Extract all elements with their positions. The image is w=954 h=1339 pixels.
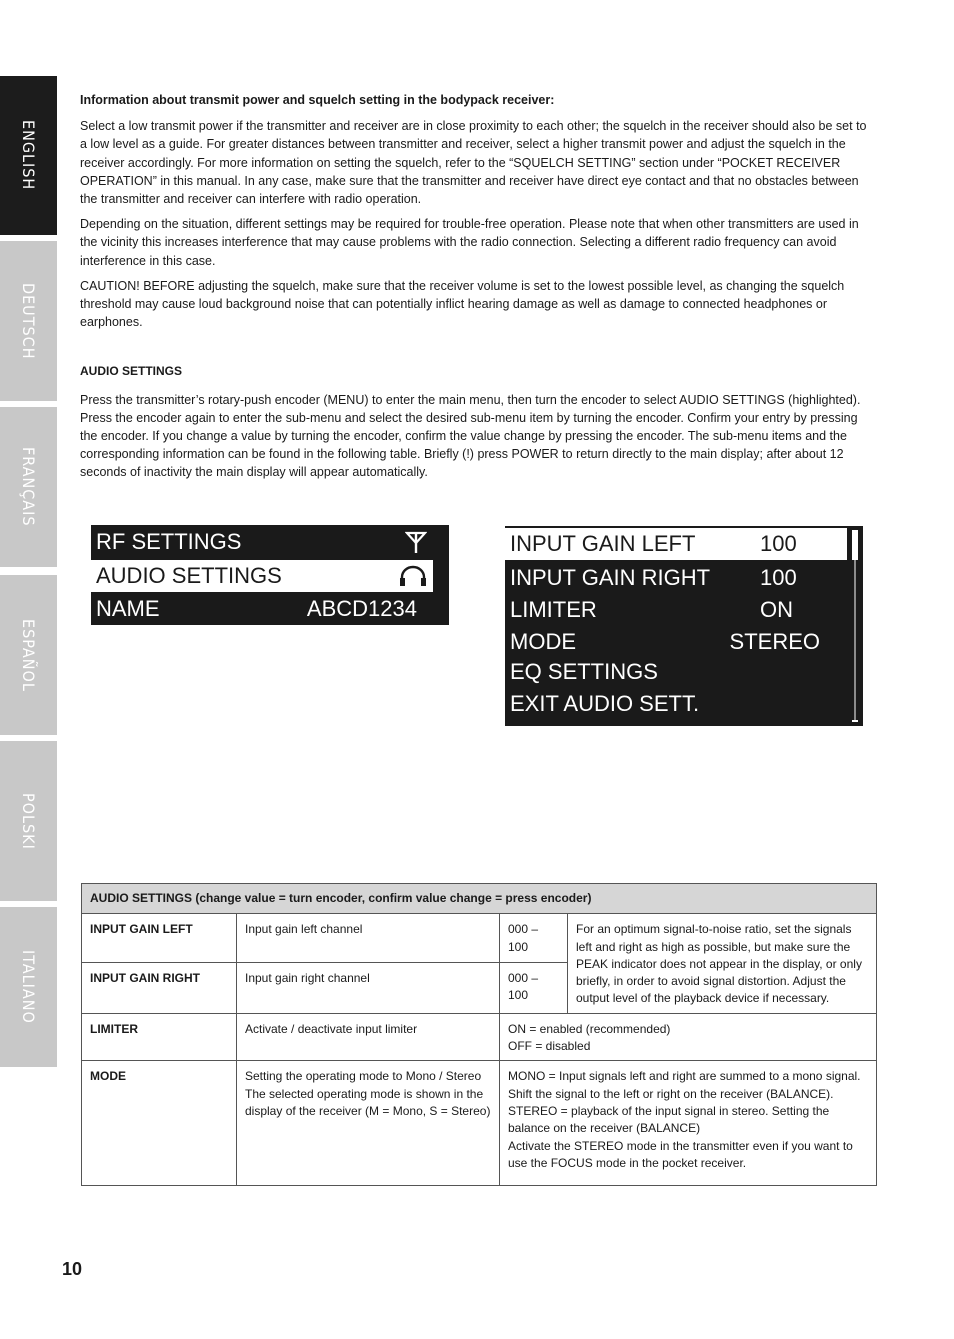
tab-deutsch[interactable]: DEUTSCH	[0, 241, 57, 401]
submenu-row: LIMITER ON	[510, 597, 793, 622]
audio-settings-table	[81, 883, 877, 1186]
paragraph: Select a low transmit power if the transmitter and receiver are in close proximity to each other; the squelch in the receiver should also be set to a low level as a guide. For greater distances between transmitter and receiver, select a higher transmit power and adjust the squelch in the receiver accordingly. For more information on setting the squelch, refer to the “SQUELCH SETTING” section under “POCKET RECEIVER OPERATION” in this manual. In any case, make sure that the transmitter and receiver have direct eye contact and that no obstacles between the transmitter and receiver can interfere with radio operation.	[80, 119, 867, 207]
tab-espanol[interactable]: ESPAÑOL	[0, 575, 57, 735]
main-menu-display	[91, 525, 449, 625]
paragraph: Press the transmitter’s rotary-push encoder (MENU) to enter the main menu, then turn the encoder to select AUDIO SETTINGS (highlighted). Press the encoder again to enter the sub-menu and select the desired sub-menu item by turning the encoder. Confirm your entry by pressing the encoder. If you change a value by turning the encoder, confirm the value change by pressing the encoder. The sub-menu items and the corresponding information can be found in the following table. Briefly (!) press POWER to return directly to the main display; after about 12 seconds of inactivity the main display will appear automatically.	[80, 392, 861, 480]
name-value: ABCD1234	[306, 596, 417, 621]
table-row: INPUT GAIN RIGHT Input gain right channel 000 – 100	[82, 962, 877, 1013]
antenna-icon	[405, 530, 427, 554]
submenu-row: MODE STEREO	[510, 629, 820, 654]
table-row: MODE Setting the operating mode to Mono / Stereo The selected operating mode is shown in the display of the receiver (M = Mono, S = Stereo) MONO = Input signals left and right are summed to a mono signal. Shift the signal to the left or right on the receiver (BALANCE). STEREO = playback of the input signal in stereo. Setting the balance on the receiver (BALANCE) Activate the STEREO mode in the transmitter even if you want to use the FOCUS mode in the pocket receiver.	[82, 1061, 877, 1186]
submenu-row: EQ SETTINGS	[510, 659, 658, 684]
page-number: 10	[62, 1259, 83, 1279]
table-row: LIMITER Activate / deactivate input limiter ON = enabled (recommended) OFF = disabled	[82, 1013, 877, 1061]
section-heading-transmit-power: Information about transmit power and squelch setting in the bodypack receiver:	[80, 93, 555, 107]
tab-italiano[interactable]: ITALIANO	[0, 907, 57, 1067]
tab-polski[interactable]: POLSKI	[0, 741, 57, 901]
paragraph: CAUTION! BEFORE adjusting the squelch, make sure that the receiver volume is set to the lowest possible level, as changing the squelch threshold may cause loud background noise that can potentially inflict hearing damage as well as damage to connected headphones or earphones.	[80, 278, 845, 330]
submenu-row: INPUT GAIN LEFT 100	[505, 528, 847, 560]
section-heading-audio-settings: AUDIO SETTINGS	[80, 364, 183, 379]
table-header: AUDIO SETTINGS (change value = turn encoder, confirm value change = press encoder)	[82, 884, 877, 914]
table-row: INPUT GAIN LEFT Input gain left channel 000 – 100 For an optimum signal-to-noise ratio, set the signals left and right as high as possible, but make sure the PEAK indicator does not appear in the display, or only briefly, in order to avoid signal distortion. Adjust the output level of the playback device if necessary.	[82, 914, 877, 962]
menu-row-audio-settings: AUDIO SETTINGS	[91, 560, 433, 592]
tab-english[interactable]: ENGLISH	[0, 76, 57, 235]
menu-row-name: NAME ABCD1234	[96, 596, 417, 621]
body-text	[80, 91, 874, 489]
menu-row-rf-settings: RF SETTINGS	[91, 526, 433, 558]
audio-settings-display	[505, 526, 863, 726]
tab-francais[interactable]: FRANÇAIS	[0, 407, 57, 567]
submenu-row: EXIT AUDIO SETT.	[510, 691, 700, 716]
paragraph: Depending on the situation, different settings may be required for trouble-free operation. Please note that when other transmitters are used in the vicinity this increases interference that may cause problems with the radio connection. Selecting a different radio frequency can avoid interference in this case.	[80, 217, 859, 268]
submenu-row: INPUT GAIN RIGHT 100	[510, 565, 797, 590]
headphones-icon	[399, 564, 427, 588]
scrollbar	[848, 526, 863, 726]
